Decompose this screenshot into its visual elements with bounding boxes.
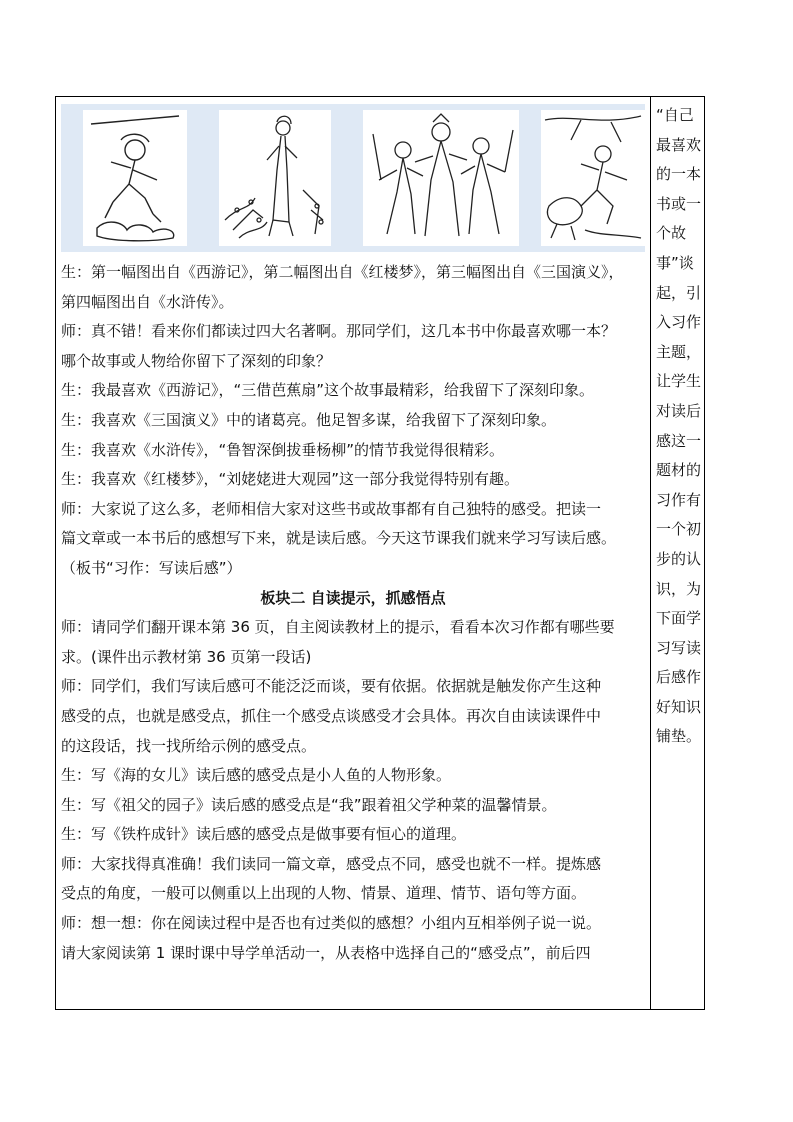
text-line: 生：写《铁杵成针》读后感的感受点是做事要有恒心的道理。 <box>61 825 467 844</box>
text-line: 篇文章或一本书后的感想写下来，就是读后感。今天这节课我们就来学习写读后感。 <box>61 529 617 548</box>
text-line: 请大家阅读第 1 课时课中导学单活动一，从表格中选择自己的“感受点”，前后四 <box>61 943 591 962</box>
text-line: 师：大家找得真准确！我们读同一篇文章，感受点不同，感受也就不一样。提炼感 <box>61 854 602 873</box>
text-line: 感受的点，也就是感受点，抓住一个感受点谈感受才会具体。再次自由读读课件中 <box>61 706 602 725</box>
text-line: 生：写《海的女儿》读后感的感受点是小人鱼的人物形象。 <box>61 766 452 785</box>
monkey-king-icon <box>83 110 187 246</box>
text-line: 受点的角度，一般可以侧重以上出现的人物、情景、道理、情节、语句等方面。 <box>61 884 587 903</box>
three-warriors-figure <box>363 110 519 246</box>
text-line: 哪个故事或人物给你留下了深刻的印象？ <box>61 351 332 370</box>
text-line: 生：我最喜欢《西游记》，“三借芭蕉扇”这个故事最精彩，给我留下了深刻印象。 <box>61 381 595 400</box>
side-note: “自己最喜欢的一本书或一个故事”谈起，引入习作主题，让学生对读后感这一题材的习作有一个初步的认识，为下面学习写读后感作好知识铺垫。 <box>656 106 702 746</box>
tiger-fighter-icon <box>541 110 645 246</box>
text-line: 师：同学们，我们写读后感可不能泛泛而谈，要有依据。依据就是触发你产生这种 <box>61 677 602 696</box>
text-line: （板书“习作：写读后感”） <box>61 558 242 577</box>
text-line: 师：大家说了这么多，老师相信大家对这些书或故事都有自己独特的感受。把读一 <box>61 499 602 518</box>
text-line: 生：第一幅图出自《西游记》，第二幅图出自《红楼梦》，第三幅图出自《三国演义》， <box>61 263 624 281</box>
text-line: 师：想一想：你在阅读过程中是否也有过类似的感想？小组内互相举例子说一说。 <box>61 914 602 933</box>
text-line: 师：真不错！看来你们都读过四大名著啊。那同学们，这几本书中你最喜欢哪一本？ <box>61 322 617 341</box>
text-line: 生：我喜欢《水浒传》，“鲁智深倒拔垂杨柳”的情节我觉得很精彩。 <box>61 440 505 459</box>
illustration-strip <box>61 104 645 252</box>
column-divider <box>650 97 651 1009</box>
text-line: 生：我喜欢《三国演义》中的诸葛亮。他足智多谋，给我留下了深刻印象。 <box>61 410 557 429</box>
text-line: 第四幅图出自《水浒传》。 <box>61 292 234 311</box>
main-column <box>61 104 645 968</box>
text-line: 生：我喜欢《红楼梦》，“刘姥姥进大观园”这一部分我觉得特别有趣。 <box>61 470 520 489</box>
text-line: 求。(课件出示教材第 36 页第一段话) <box>61 647 312 666</box>
lady-figure-icon <box>219 110 331 246</box>
section-heading: 板块二 自读提示，抓感悟点 <box>260 588 446 607</box>
lady-with-plum-figure <box>219 110 331 246</box>
tiger-fighter-figure <box>541 110 645 246</box>
warriors-icon <box>363 110 519 246</box>
monkey-king-figure <box>83 110 187 246</box>
text-line: 生：写《祖父的园子》读后感的感受点是“我”跟着祖父学种菜的温馨情景。 <box>61 795 557 814</box>
text-line: 师：请同学们翻开课本第 36 页，自主阅读教材上的提示，看看本次习作都有哪些要 <box>61 618 615 637</box>
text-line: 的这段话，找一找所给示例的感受点。 <box>61 736 317 755</box>
lesson-table <box>55 96 705 1010</box>
